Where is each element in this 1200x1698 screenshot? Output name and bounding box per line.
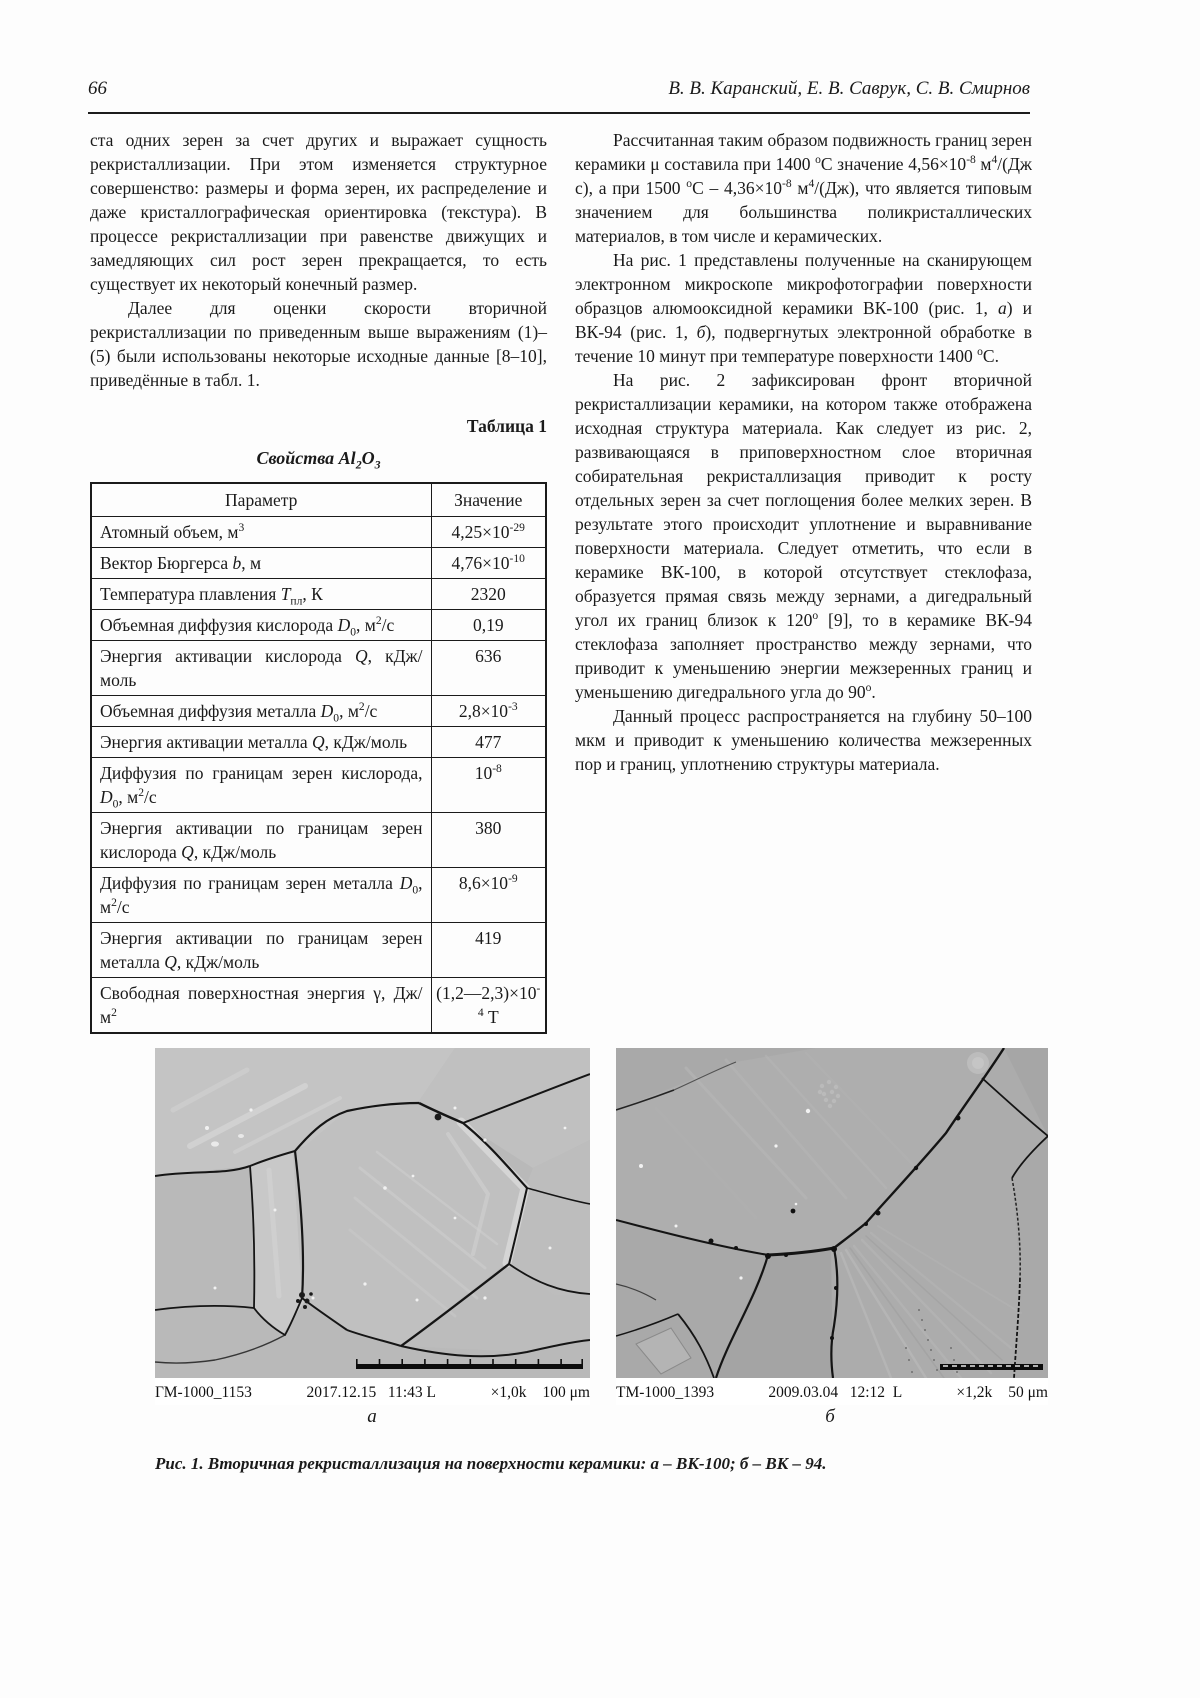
value-cell: $8,6\times 10^{-9}$	[431, 868, 546, 923]
param-cell: Объемная диффузия металла $D_0$, $м^2/с$	[91, 696, 431, 727]
properties-table	[90, 482, 547, 1034]
header-rule	[88, 112, 1030, 114]
micrograph-magnification: ×1,0k	[490, 1383, 527, 1401]
paragraph: Рассчитанная таким образом подвижность границ зерен керамики μ составила при 1400 $^о$С значение $4,56\times 10^{-8}$ $м^4/(Дж$ с), а при 1500 $^оС - 4,36\times 10^{-8}$ $м^4/(Дж)$, что является типовым значением для большинства поликристаллических материалов, в том числе и керамических.	[575, 130, 1033, 246]
value-cell: $(1,2—2,3)\times 10^{-4}$ Т	[431, 978, 546, 1034]
value-cell: $10^{-8}$	[431, 758, 546, 813]
paragraph: На рис. 1 представлены полученные на сканирующем электронном микроскопе микрофотографии поверхности образцов алюмооксидной керамики ВК-100 (рис. 1, а) и ВК-94 (рис. 1, б), подвергнутых электронной обработке в течение 10 минут при температуре поверхности 1400 $^о$С.	[575, 250, 1032, 366]
left-column	[90, 128, 547, 1034]
table-row	[91, 868, 546, 923]
param-cell: Энергия активации металла Q, кДж/моль	[91, 727, 431, 758]
micrograph-magnification: ×1,2k	[956, 1383, 993, 1401]
value-cell: 419	[431, 923, 546, 978]
table-row	[91, 727, 546, 758]
page-header	[88, 78, 1030, 100]
micrograph-id: TM-1000_1393	[616, 1383, 715, 1401]
table-row	[91, 548, 546, 579]
value-cell: $4,76\times 10^{-10}$	[431, 548, 546, 579]
column-header-parameter: Параметр	[91, 483, 431, 517]
table-row	[91, 813, 546, 868]
param-cell: Энергия активации по границам зерен кислорода Q, кДж/моль	[91, 813, 431, 868]
scale-bar-b	[940, 1364, 1043, 1370]
value-cell: 380	[431, 813, 546, 868]
right-column	[575, 128, 1032, 1034]
sem-footer-b	[616, 1378, 1048, 1405]
value-cell: 2320	[431, 579, 546, 610]
micrograph-id: ГМ-1000_1153	[155, 1383, 252, 1401]
figure-caption: Рис. 1. Вторичная рекристаллизация на поверхности керамики: а – ВК-100; б – ВК – 94.	[155, 1454, 827, 1473]
micrograph-datetime: 2017.12.15 11:43 L	[306, 1383, 436, 1401]
sem-micrograph-a	[155, 1048, 590, 1378]
value-cell: $4,25\times 10^{-29}$	[431, 517, 546, 548]
figure-sublabel-b: б	[825, 1406, 835, 1427]
running-head-authors: В. В. Каранский, Е. В. Саврук, С. В. Смирнов	[668, 78, 1030, 99]
table-row	[91, 758, 546, 813]
bright-blob-b	[967, 1052, 989, 1074]
param-cell: Температура плавления $T_{пл}$, К	[91, 579, 431, 610]
table-row	[91, 517, 546, 548]
table-label: Таблица 1	[466, 416, 547, 436]
table-row	[91, 579, 546, 610]
table-row	[91, 641, 546, 696]
value-cell: 477	[431, 727, 546, 758]
micrograph-scale: 100 μm	[542, 1383, 590, 1401]
sem-footer-a	[155, 1378, 590, 1405]
paragraph: Далее для оценки скорости вторичной рекристаллизации по приведенным выше выражениям (1)–(5) были использованы некоторые исходные данные [8–10], приведённые в табл. 1.	[90, 298, 547, 390]
micrograph-scale: 50 μm	[1008, 1383, 1048, 1401]
table-row	[91, 610, 546, 641]
sem-figure-b	[616, 1048, 1048, 1405]
value-cell: 636	[431, 641, 546, 696]
table-row	[91, 978, 546, 1034]
param-cell: Энергия активации по границам зерен металла Q, кДж/моль	[91, 923, 431, 978]
table-title: Свойства $Al_2O_3$	[256, 448, 381, 472]
paragraph: ста одних зерен за счет других и выражает сущность рекристаллизации. При этом изменяется структурное совершенство: размеры и форма зерен, их распределение и даже кристаллографическая ориентировка (текстура). В процессе рекристаллизации при равенстве движущих и замедляющих сил рост зерен прекращается, то есть существует их некоторый конечный размер.	[90, 130, 547, 294]
page-number: 66	[88, 78, 107, 99]
value-cell: 0,19	[431, 610, 546, 641]
param-cell: Свободная поверхностная энергия γ, $Дж/м^2$	[91, 978, 431, 1034]
param-cell: Объемная диффузия кислорода $D_0$, $м^2/с$	[91, 610, 431, 641]
value-cell: $2,8\times 10^{-3}$	[431, 696, 546, 727]
table-header-row	[91, 483, 546, 517]
sem-figure-a	[155, 1048, 590, 1405]
figure-sublabel-a: а	[367, 1406, 377, 1427]
table-row	[91, 696, 546, 727]
paragraph: Данный процесс распространяется на глубину 50–100 мкм и приводит к уменьшению количества межзеренных пор и границ, уплотнению структуры материала.	[575, 706, 1032, 774]
param-cell: Диффузия по границам зерен металла $D_0$, $м^2/с$	[91, 868, 431, 923]
param-cell: Вектор Бюргерса b, м	[91, 548, 431, 579]
micrograph-datetime: 2009.03.04 12:12 L	[768, 1383, 903, 1401]
param-cell: Атомный объем, $м^3$	[91, 517, 431, 548]
paragraph: На рис. 2 зафиксирован фронт вторичной рекристаллизации керамики, на котором также отображена исходная структура материала. Как следует из рис. 2, развивающаяся в приповерхностном слое вторичная собирательная рекристаллизация приводит к росту отдельных зерен за счет поглощения более мелких зерен. В результате этого происходит уплотнение и выравнивание поверхности материала. Следует отметить, что если в керамике ВК-100, в которой отсутствует стеклофаза, образуется прямая связь между зернами, а дигедральный угол их границ близок к $120^о$ [9], то в керамике ВК-94 стеклофаза заполняет пространство между зернами, что приводит к уменьшению энергии межзеренных границ и уменьшению дигедрального угла до $90^о$.	[575, 370, 1032, 702]
param-cell: Диффузия по границам зерен кислорода, $D_0$, $м^2/с$	[91, 758, 431, 813]
column-header-value: Значение	[431, 483, 546, 517]
param-cell: Энергия активации кислорода Q, кДж/моль	[91, 641, 431, 696]
sem-micrograph-b	[616, 1048, 1048, 1378]
table-row	[91, 923, 546, 978]
article-body	[90, 128, 1032, 1034]
